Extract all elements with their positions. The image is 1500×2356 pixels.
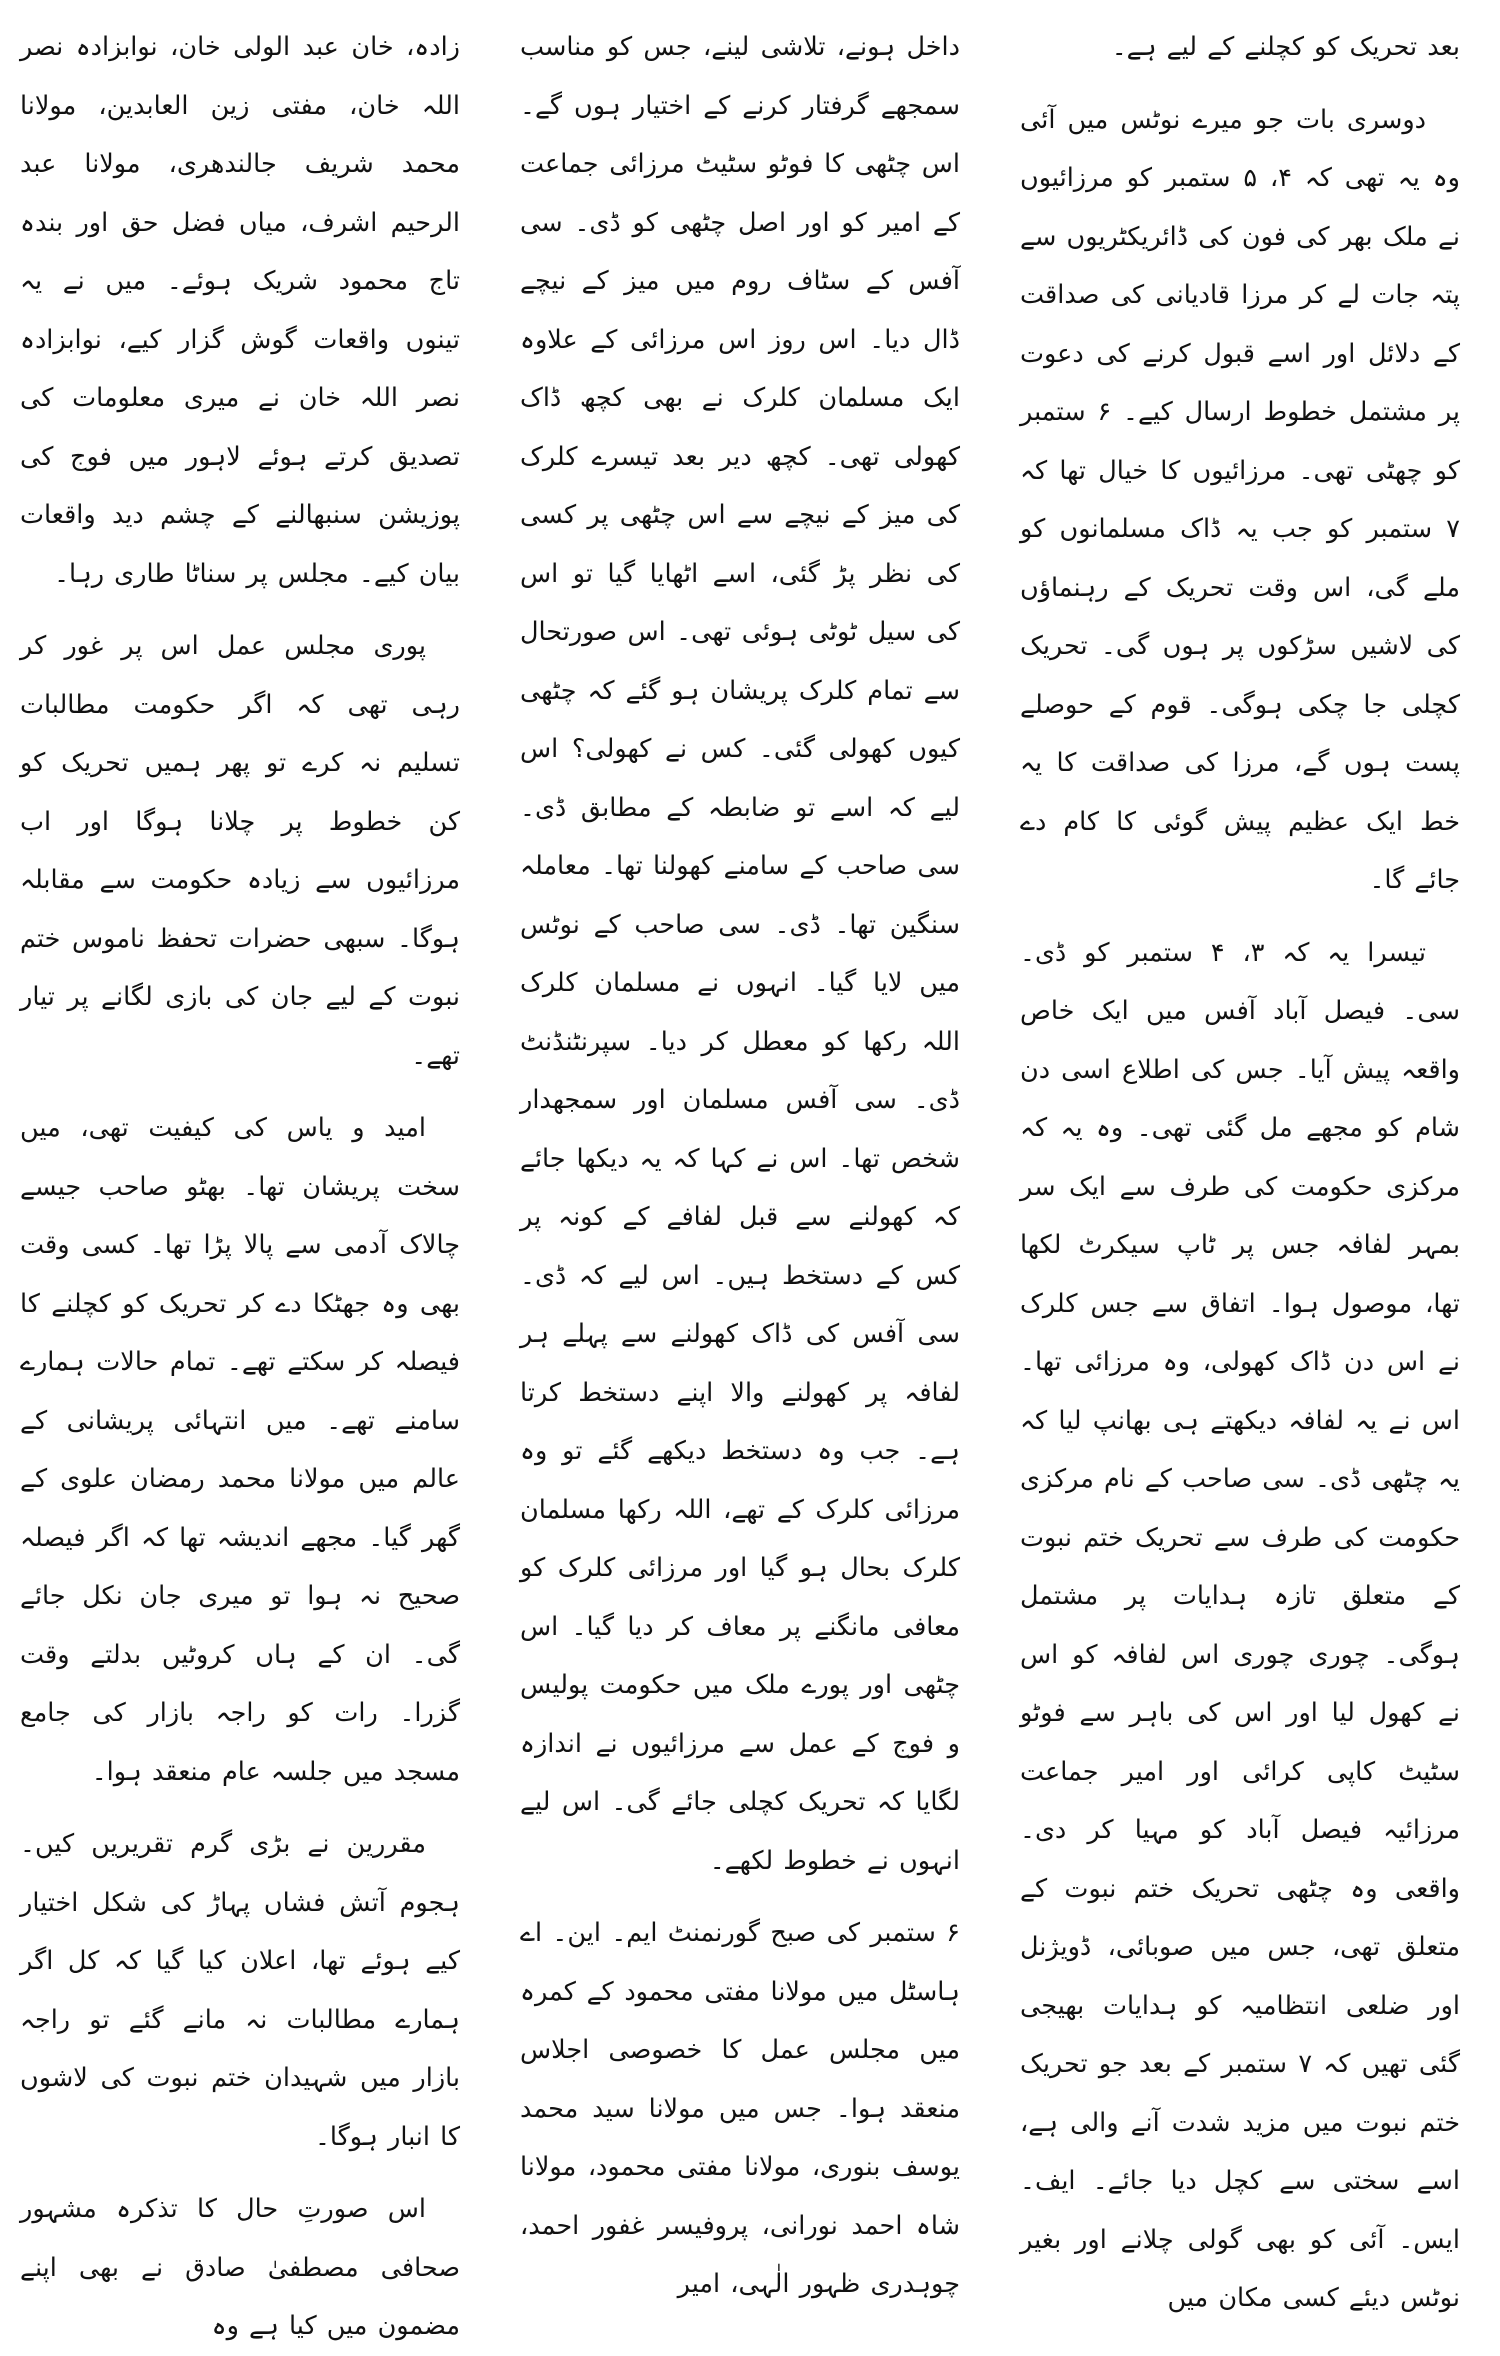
paragraph: مقررین نے بڑی گرم تقریریں کیں۔ ہجوم آتش فشاں پہاڑ کی شکل اختیار کیے ہوئے تھا، اعلان کیا گیا کہ کل اگر ہمارے مطالبات نہ مانے گئے تو راجہ بازار میں شہیدان ختم نبوت کی لاشوں کا انبار ہوگا۔ (20, 1829, 460, 2152)
paragraph: پوری مجلس عمل اس پر غور کر رہی تھی کہ اگر حکومت مطالبات تسلیم نہ کرے تو پھر ہمیں تحریک کو کن خطوط پر چلانا ہوگا اور اب مرزائیوں سے زیادہ حکومت سے مقابلہ ہوگا۔ سبھی حضرات تحفظ ناموس ختم نبوت کے لیے جان کی بازی لگانے پر تیار تھے۔ (20, 631, 460, 1071)
paragraph: داخل ہونے، تلاشی لینے، جس کو مناسب سمجھے گرفتار کرنے کے اختیار ہوں گے۔ اس چٹھی کا فوٹو سٹیٹ مرزائی جماعت کے امیر کو اور اصل چٹھی کو ڈی۔ سی آفس کے سٹاف روم میں میز کے نیچے ڈال دیا۔ اس روز اس مرزائی کے علاوہ ایک مسلمان کلرک نے بھی کچھ ڈاک کھولی تھی۔ کچھ دیر بعد تیسرے کلرک کی میز کے نیچے سے اس چٹھی پر کسی کی نظر پڑ گئی، اسے اٹھایا گیا تو اس کی سیل ٹوٹی ہوئی تھی۔ اس صورتحال سے تمام کلرک پریشان ہو گئے کہ چٹھی کیوں کھولی گئی۔ کس نے کھولی؟ اس لیے کہ اسے تو ضابطہ کے مطابق ڈی۔ سی صاحب کے سامنے کھولنا تھا۔ معاملہ سنگین تھا۔ ڈی۔ سی صاحب کے نوٹس میں لایا گیا۔ انہوں نے مسلمان کلرک اللہ رکھا کو معطل کر دیا۔ سپرنٹنڈنٹ ڈی۔ سی آفس مسلمان اور سمجھدار شخص تھا۔ اس نے کہا کہ یہ دیکھا جائے کہ کھولنے سے قبل لفافے کے کونہ پر کس کے دستخط ہیں۔ اس لیے کہ ڈی۔ سی آفس کی ڈاک کھولنے سے پہلے ہر لفافہ پر کھولنے والا اپنے دستخط کرتا ہے۔ جب وہ دستخط دیکھے گئے تو وہ مرزائی کلرک کے تھے، اللہ رکھا مسلمان کلرک بحال ہو گیا اور مرزائی کلرک کو معافی مانگنے پر معاف کر دیا گیا۔ اس چٹھی اور پورے ملک میں حکومت پولیس و فوج کے عمل سے مرزائیوں نے اندازہ لگایا کہ تحریک کچلی جائے گی۔ اس لیے انہوں نے خطوط لکھے۔ (520, 32, 960, 1876)
text-column-middle (520, 18, 960, 2299)
text-column-right (1020, 18, 1460, 2313)
paragraph: بعد تحریک کو کچلنے کے لیے ہے۔ (1111, 32, 1460, 62)
paragraph: ۶ ستمبر کی صبح گورنمنٹ ایم۔ این۔ اے ہاسٹل میں مولانا مفتی محمود کے کمرہ میں مجلس عمل کا خصوصی اجلاس منعقد ہوا۔ جس میں مولانا سید محمد یوسف بنوری، مولانا مفتی محمود، مولانا شاہ احمد نورانی، پروفیسر غفور احمد، چوہدری ظہور الٰہی، امیر (520, 1918, 960, 2299)
text-column-left (20, 18, 460, 2341)
paragraph: زادہ، خان عبد الولی خان، نوابزادہ نصر اللہ خان، مفتی زین العابدین، مولانا محمد شریف جالندھری، مولانا عبد الرحیم اشرف، میاں فضل حق اور بندہ تاج محمود شریک ہوئے۔ میں نے یہ تینوں واقعات گوش گزار کیے، نوابزادہ نصر اللہ خان نے میری معلومات کی تصدیق کرتے ہوئے لاہور میں فوج کی پوزیشن سنبھالنے کے چشم دید واقعات بیان کیے۔ مجلس پر سناٹا طاری رہا۔ (20, 32, 460, 589)
paragraph: اس صورتِ حال کا تذکرہ مشہور صحافی مصطفیٰ صادق نے بھی اپنے مضمون میں کیا ہے وہ (20, 2194, 460, 2341)
paragraph: تیسرا یہ کہ ۳، ۴ ستمبر کو ڈی۔ سی۔ فیصل آباد آفس میں ایک خاص واقعہ پیش آیا۔ جس کی اطلاع اسی دن شام کو مجھے مل گئی تھی۔ وہ یہ کہ مرکزی حکومت کی طرف سے ایک سر بمہر لفافہ جس پر ٹاپ سیکرٹ لکھا تھا، موصول ہوا۔ اتفاق سے جس کلرک نے اس دن ڈاک کھولی، وہ مرزائی تھا۔ اس نے یہ لفافہ دیکھتے ہی بھانپ لیا کہ یہ چٹھی ڈی۔ سی صاحب کے نام مرکزی حکومت کی طرف سے تحریک ختم نبوت کے متعلق تازہ ہدایات پر مشتمل ہوگی۔ چوری چوری اس لفافہ کو اس نے کھول لیا اور اس کی باہر سے فوٹو سٹیٹ کاپی کرائی اور امیر جماعت مرزائیہ فیصل آباد کو مہیا کر دی۔ واقعی وہ چٹھی تحریک ختم نبوت کے متعلق تھی، جس میں صوبائی، ڈویژنل اور ضلعی انتظامیہ کو ہدایات بھیجی گئی تھیں کہ ۷ ستمبر کے بعد جو تحریک ختم نبوت میں مزید شدت آنے والی ہے، اسے سختی سے کچل دیا جائے۔ ایف۔ ایس۔ آئی کو بھی گولی چلانے اور بغیر نوٹس دیئے کسی مکان میں (1020, 937, 1460, 2313)
paragraph: امید و یاس کی کیفیت تھی، میں سخت پریشان تھا۔ بھٹو صاحب جیسے چالاک آدمی سے پالا پڑا تھا۔ کسی وقت بھی وہ جھٹکا دے کر تحریک کو کچلنے کا فیصلہ کر سکتے تھے۔ تمام حالات ہمارے سامنے تھے۔ میں انتہائی پریشانی کے عالم میں مولانا محمد رمضان علوی کے گھر گیا۔ مجھے اندیشہ تھا کہ اگر فیصلہ صحیح نہ ہوا تو میری جان نکل جائے گی۔ ان کے ہاں کروٹیں بدلتے وقت گزرا۔ رات کو راجہ بازار کی جامع مسجد میں جلسہ عام منعقد ہوا۔ (20, 1113, 460, 1787)
paragraph: دوسری بات جو میرے نوٹس میں آئی وہ یہ تھی کہ ۴، ۵ ستمبر کو مرزائیوں نے ملک بھر کی فون کی ڈائریکٹریوں سے پتہ جات لے کر مرزا قادیانی کی صداقت کے دلائل اور اسے قبول کرنے کی دعوت پر مشتمل خطوط ارسال کیے۔ ۶ ستمبر کو چھٹی تھی۔ مرزائیوں کا خیال تھا کہ ۷ ستمبر کو جب یہ ڈاک مسلمانوں کو ملے گی، اس وقت تحریک کے رہنماؤں کی لاشیں سڑکوں پر ہوں گی۔ تحریک کچلی جا چکی ہوگی۔ قوم کے حوصلے پست ہوں گے، مرزا کی صداقت کا یہ خط ایک عظیم پیش گوئی کا کام دے جائے گا۔ (1020, 104, 1460, 895)
